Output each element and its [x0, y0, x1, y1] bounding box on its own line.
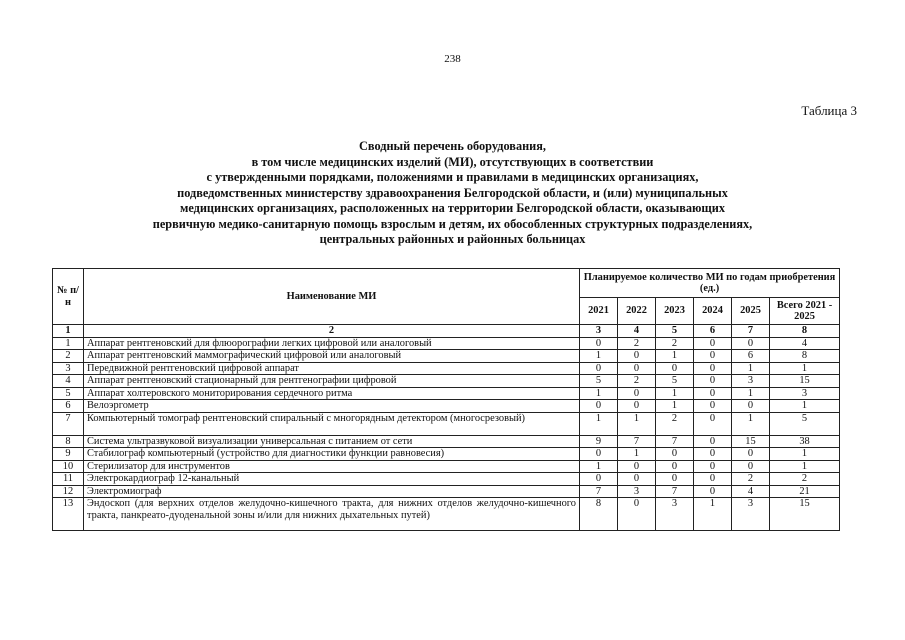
table-row [53, 498, 840, 531]
table-row [53, 375, 840, 388]
header-num: № п/н [53, 269, 84, 325]
year-value-cell: 0 [694, 337, 732, 350]
table-row [53, 412, 840, 435]
title-line: в том числе медицинских изделий (МИ), отсутствующих в соответствии [251, 154, 654, 169]
column-index: 1 [53, 325, 84, 338]
row-number: 9 [53, 448, 84, 461]
row-number: 2 [53, 350, 84, 363]
year-value-cell: 0 [694, 460, 732, 473]
row-number: 8 [53, 435, 84, 448]
year-value-cell: 5 [656, 375, 694, 388]
year-value-cell: 7 [656, 435, 694, 448]
row-number: 10 [53, 460, 84, 473]
year-value-cell: 1 [580, 350, 618, 363]
year-value-cell: 2 [732, 473, 770, 486]
year-value-cell: 1 [580, 412, 618, 435]
year-value-cell: 0 [732, 448, 770, 461]
table-row [53, 400, 840, 413]
total-cell: 8 [770, 350, 840, 363]
year-value-cell: 0 [618, 473, 656, 486]
year-value-cell: 1 [580, 387, 618, 400]
equipment-name: Аппарат рентгеновский стационарный для рентгенографии цифровой [84, 375, 580, 388]
total-cell: 1 [770, 460, 840, 473]
header-year: 2022 [618, 298, 656, 325]
year-value-cell: 3 [618, 485, 656, 498]
equipment-name: Электромиограф [84, 485, 580, 498]
row-number: 5 [53, 387, 84, 400]
title-line: с утвержденными порядками, положениями и правилами в медицинских организациях, [206, 170, 699, 184]
row-number: 4 [53, 375, 84, 388]
year-value-cell: 1 [618, 412, 656, 435]
header-total: Всего 2021 - 2025 [770, 298, 840, 325]
year-value-cell: 7 [618, 435, 656, 448]
title-line: Сводный перечень оборудования, [359, 139, 546, 153]
table-row [53, 350, 840, 363]
column-index: 8 [770, 325, 840, 338]
equipment-name: Компьютерный томограф рентгеновский спиральный с многорядным детектором (многосрезовый) [84, 412, 580, 435]
year-value-cell: 4 [732, 485, 770, 498]
total-cell: 5 [770, 412, 840, 435]
header-year: 2024 [694, 298, 732, 325]
total-cell: 15 [770, 375, 840, 388]
table-body [53, 325, 840, 531]
table-label: Таблица 3 [801, 103, 857, 118]
row-number: 1 [53, 337, 84, 350]
year-value-cell: 0 [618, 498, 656, 531]
year-value-cell: 0 [580, 400, 618, 413]
total-cell: 21 [770, 485, 840, 498]
year-value-cell: 0 [732, 337, 770, 350]
table-row [53, 387, 840, 400]
year-value-cell: 0 [656, 473, 694, 486]
title-line: первичную медико-санитарную помощь взрослым и детям, их обособленных структурных подразделениях, [152, 216, 753, 231]
equipment-name: Аппарат холтеровского мониторирования сердечного ритма [84, 387, 580, 400]
total-cell: 4 [770, 337, 840, 350]
table-row [53, 435, 840, 448]
year-value-cell: 1 [732, 387, 770, 400]
year-value-cell: 5 [580, 375, 618, 388]
table-row [53, 337, 840, 350]
title-line: центральных районных и районных больницах [319, 232, 586, 246]
year-value-cell: 1 [618, 448, 656, 461]
year-value-cell: 0 [694, 400, 732, 413]
year-value-cell: 2 [656, 412, 694, 435]
title-line: подведомственных министерству здравоохранения Белгородской области, и (или) муниципальных [177, 185, 728, 200]
year-value-cell: 0 [694, 435, 732, 448]
row-number: 7 [53, 412, 84, 435]
year-value-cell: 0 [580, 362, 618, 375]
year-value-cell: 3 [732, 498, 770, 531]
total-cell: 1 [770, 362, 840, 375]
row-number: 13 [53, 498, 84, 531]
year-value-cell: 0 [656, 362, 694, 375]
total-cell: 3 [770, 387, 840, 400]
equipment-name: Аппарат рентгеновский для флюорографии легких цифровой или аналоговый [84, 337, 580, 350]
equipment-table [52, 268, 840, 531]
year-value-cell: 0 [618, 362, 656, 375]
column-index: 3 [580, 325, 618, 338]
header-year: 2021 [580, 298, 618, 325]
year-value-cell: 0 [618, 350, 656, 363]
year-value-cell: 0 [694, 448, 732, 461]
equipment-name: Электрокардиограф 12-канальный [84, 473, 580, 486]
year-value-cell: 0 [618, 460, 656, 473]
total-cell: 1 [770, 400, 840, 413]
year-value-cell: 15 [732, 435, 770, 448]
year-value-cell: 1 [732, 362, 770, 375]
equipment-name: Система ультразвуковой визуализации универсальная с питанием от сети [84, 435, 580, 448]
total-cell: 2 [770, 473, 840, 486]
year-value-cell: 7 [580, 485, 618, 498]
year-value-cell: 0 [732, 400, 770, 413]
year-value-cell: 0 [694, 362, 732, 375]
table-row [53, 448, 840, 461]
year-value-cell: 1 [580, 460, 618, 473]
year-value-cell: 0 [580, 448, 618, 461]
year-value-cell: 0 [694, 473, 732, 486]
row-number: 6 [53, 400, 84, 413]
year-value-cell: 1 [656, 387, 694, 400]
table-row [53, 473, 840, 486]
year-value-cell: 0 [580, 473, 618, 486]
row-number: 11 [53, 473, 84, 486]
year-value-cell: 0 [732, 460, 770, 473]
year-value-cell: 3 [656, 498, 694, 531]
equipment-name: Аппарат рентгеновский маммографический цифровой или аналоговый [84, 350, 580, 363]
year-value-cell: 3 [732, 375, 770, 388]
header-year: 2025 [732, 298, 770, 325]
year-value-cell: 9 [580, 435, 618, 448]
column-index: 5 [656, 325, 694, 338]
year-value-cell: 0 [656, 448, 694, 461]
equipment-name: Эндоскоп (для верхних отделов желудочно-кишечного тракта, для нижних отделов желудочно-кишечного тракта, панкреато-дуоденальной зоны и/или для нижних дыхательных путей) [84, 498, 580, 531]
equipment-name: Стерилизатор для инструментов [84, 460, 580, 473]
column-index: 2 [84, 325, 580, 338]
year-value-cell: 1 [656, 400, 694, 413]
total-cell: 38 [770, 435, 840, 448]
year-value-cell: 2 [618, 375, 656, 388]
table-row [53, 362, 840, 375]
header-planned: Планируемое количество МИ по годам приобретения (ед.) [580, 269, 840, 298]
year-value-cell: 0 [618, 387, 656, 400]
column-index: 4 [618, 325, 656, 338]
equipment-name: Передвижной рентгеновский цифровой аппарат [84, 362, 580, 375]
document-title [60, 139, 845, 248]
total-cell: 1 [770, 448, 840, 461]
year-value-cell: 0 [694, 485, 732, 498]
row-number: 12 [53, 485, 84, 498]
header-year: 2023 [656, 298, 694, 325]
table-row [53, 460, 840, 473]
year-value-cell: 1 [656, 350, 694, 363]
equipment-name: Велоэргометр [84, 400, 580, 413]
year-value-cell: 1 [694, 498, 732, 531]
column-index: 7 [732, 325, 770, 338]
year-value-cell: 0 [580, 337, 618, 350]
year-value-cell: 0 [694, 350, 732, 363]
year-value-cell: 0 [694, 375, 732, 388]
year-value-cell: 8 [580, 498, 618, 531]
column-index: 6 [694, 325, 732, 338]
equipment-name: Стабилограф компьютерный (устройство для диагностики функции равновесия) [84, 448, 580, 461]
year-value-cell: 1 [732, 412, 770, 435]
year-value-cell: 0 [656, 460, 694, 473]
year-value-cell: 2 [656, 337, 694, 350]
year-value-cell: 7 [656, 485, 694, 498]
year-value-cell: 6 [732, 350, 770, 363]
header-row [53, 269, 840, 298]
title-line: медицинских организациях, расположенных на территории Белгородской области, оказывающих [179, 201, 726, 215]
year-value-cell: 0 [618, 400, 656, 413]
page-number: 238 [444, 53, 461, 65]
row-number: 3 [53, 362, 84, 375]
year-value-cell: 2 [618, 337, 656, 350]
year-value-cell: 0 [694, 412, 732, 435]
year-value-cell: 0 [694, 387, 732, 400]
total-cell: 15 [770, 498, 840, 531]
column-index-row [53, 325, 840, 338]
table-row [53, 485, 840, 498]
header-name: Наименование МИ [84, 269, 580, 325]
